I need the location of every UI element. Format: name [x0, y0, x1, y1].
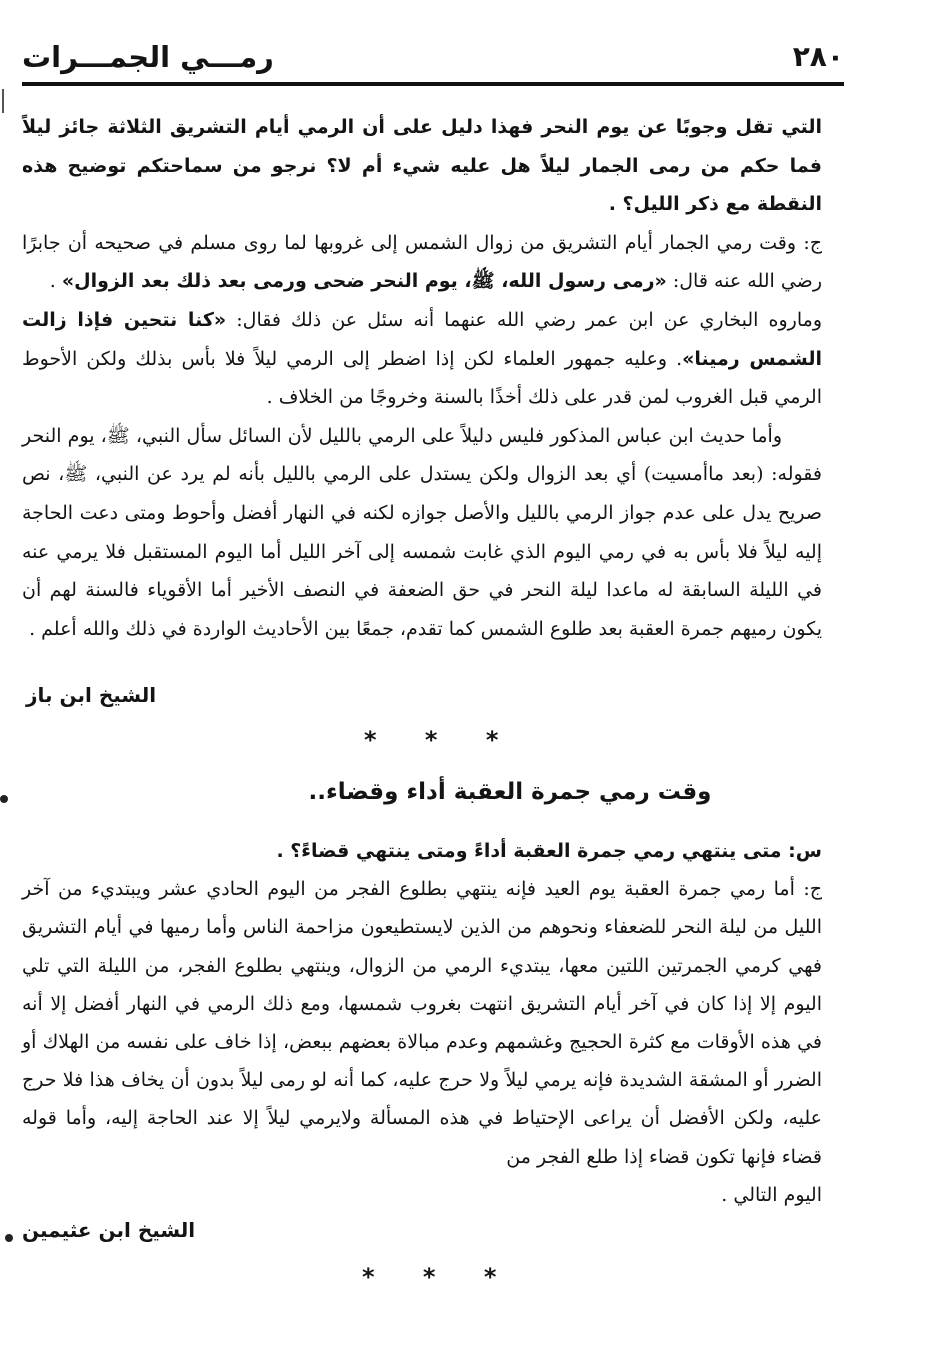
hadith-quote: «كنا نتحين فإذا زالت الشمس رمينا» — [22, 308, 822, 370]
section-2-body — [22, 832, 822, 1214]
answer-text: . — [49, 270, 62, 293]
margin-dot — [5, 1234, 13, 1242]
section-heading — [0, 779, 950, 805]
answer-paragraph — [22, 224, 822, 301]
question-text: س: متى ينتهي رمي جمرة العقبة أداءً ومتى ينتهي قضاءً؟ . — [276, 840, 822, 862]
answer-paragraph: وأما حديث ابن عباس المذكور فليس دليلاً على الرمي بالليل لأن السائل سأل النبي، ﷺ، يوم النحر فقوله: (بعد ماأمسيت) أي بعد الزوال ولكن يستدل على الرمي بالليل بأنه لم يرد عن النبي، ﷺ، نص صريح يدل على عدم جواز الرمي بالليل والأصل جوازه لكنه في النهار أفضل وأحوط ومتى دعت الحاجة إليه ليلاً فلا بأس به في رمي اليوم الذي غابت شمسه إلى آخر الليل أما اليوم المستقبل فلا يرمي عنه في الليلة السابقة له ماعدا ليلة النحر في حق الضعفة في النصف الأخير أما الأقوياء فالسنة لهم أن يكون رميهم جمرة العقبة بعد طلوع الشمس كما تقدم، جمعًا بين الأحاديث الواردة في ذلك والله أعلم . — [22, 424, 822, 640]
answer-text: وماروه البخاري عن ابن عمر رضي الله عنهما أنه سئل عن ذلك فقال: — [226, 308, 822, 331]
section-1-body — [22, 108, 822, 648]
answer-text: . وعليه جمهور العلماء لكن إذا اضطر إلى الرمي ليلاً فلا بأس بذلك ولكن الأحوط الرمي قبل الغروب لمن قدر على ذلك أخذًا بالسنة وخروجًا من الخلاف . — [22, 347, 822, 409]
section-heading-text: وقت رمي جمرة العقبة أداء وقضاء.. — [308, 779, 712, 805]
header-rule — [22, 82, 844, 86]
margin-mark — [2, 89, 4, 113]
answer-paragraph — [22, 301, 822, 417]
page-header — [22, 38, 844, 80]
hadith-quote: «رمى رسول الله، ﷺ، يوم النحر ضحى ورمى بعد ذلك بعد الزوال» — [61, 270, 667, 293]
page-number: ٢٨٠ — [792, 40, 844, 73]
signature-ibn-uthaymeen: الشيخ ابن عثيمين — [22, 1218, 196, 1242]
signature-ibn-baz: الشيخ ابن باز — [26, 683, 157, 707]
section-separator: * * * — [364, 726, 519, 754]
answer-last-line: اليوم التالي . — [721, 1183, 822, 1206]
section-separator: * * * — [362, 1263, 517, 1291]
answer-paragraph: ج: أما رمي جمرة العقبة يوم العيد فإنه ينتهي بطلوع الفجر من اليوم الحادي عشر ويبتديء من آخر الليل من ليلة النحر للضعفاء ونحوهم من الذين لايستطيعون مزاحمة الناس وأما رميها في أيام التشريق فهي كرمي الجمرتين اللتين معها، يبتديء الرمي من الزوال، وينتهي بطلوع الفجر، من الليلة التي تلي اليوم إلا إذا كان في آخر أيام التشريق انتهت بغروب شمسها، ومع ذلك الرمي في النهار أفضل إلا أنه في هذه الأوقات مع كثرة الحجيج وغشمهم وعدم مبالاة بعضهم ببعض، إذا خاف على نفسه من الهلاك أو الضرر أو المشقة الشديدة فإنه يرمي ليلاً ولا حرج عليه، كما أنه لو رمى ليلاً بدون أن يخاف هذا فلا حرج عليه، ولكن الأفضل أن يراعى الإحتياط في هذه المسألة ولايرمي ليلاً إلا عند الحاجة إليه، وأما قوله قضاء فإنها تكون قضاء إذا طلع الفجر من — [22, 878, 822, 1168]
running-title: رمـــي الجمـــرات — [22, 40, 274, 74]
question-text: التي تقل وجوبًا عن يوم النحر فهذا دليل على أن الرمي أيام التشريق الثلاثة جائز ليلاً فما حكم من رمى الجمار ليلاً هل عليه شيء أم لا؟ نرجو من سماحتكم توضيح هذه النقطة مع ذكر الليل؟ . — [22, 116, 822, 216]
answer-text: ج: وقت رمي الجمار أيام التشريق من زوال الشمس إلى غروبها لما روى مسلم في صحيحه أن جابرًا رضي الله عنه قال: — [22, 231, 822, 293]
